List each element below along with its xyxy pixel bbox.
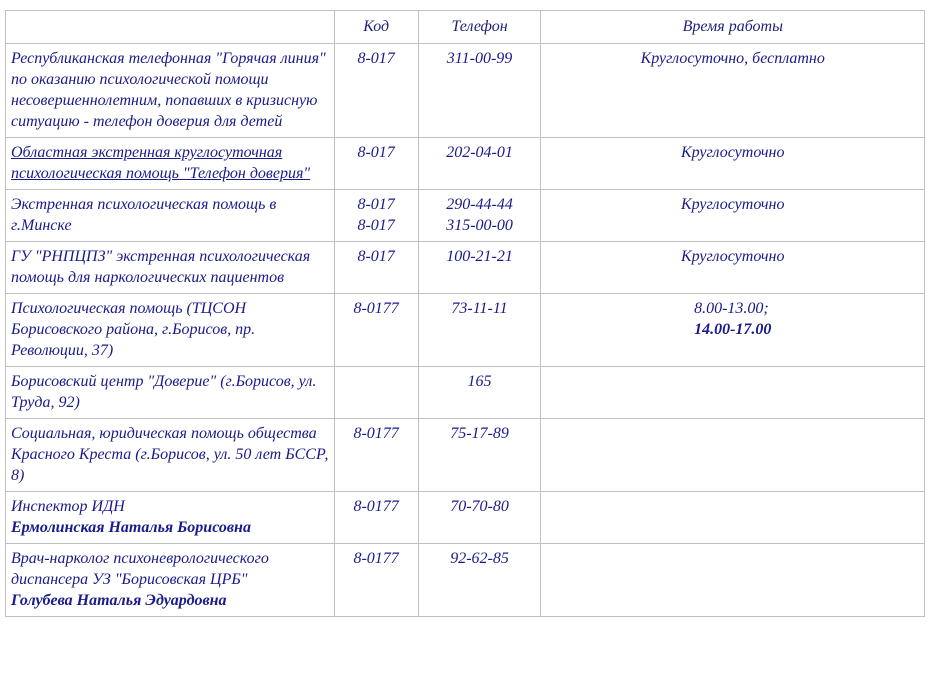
service-name: Республиканская телефонная "Горячая линия" по оказанию психологической помощи несовершеннолетним, попавших в кризисную ситуацию - телефон доверия для детей — [6, 44, 335, 138]
contact-person: Ермолинская Наталья Борисовна — [11, 519, 251, 536]
service-phone: 73-11-11 — [418, 294, 541, 367]
service-phone: 315-00-00 — [446, 217, 513, 234]
service-hours: Круглосуточно — [541, 138, 925, 190]
service-hours — [541, 492, 925, 544]
header-code: Код — [334, 11, 418, 44]
service-name: Экстренная психологическая помощь в г.Минске — [6, 190, 335, 242]
service-phone: 202-04-01 — [418, 138, 541, 190]
service-hours: Круглосуточно — [541, 190, 925, 242]
service-phone: 100-21-21 — [418, 242, 541, 294]
table-row — [6, 492, 925, 544]
service-phone: 70-70-80 — [418, 492, 541, 544]
hours-afternoon: 14.00-17.00 — [694, 321, 772, 338]
service-name: Психологическая помощь (ТЦСОН Борисовского района, г.Борисов, пр. Революции, 37) — [6, 294, 335, 367]
service-hours — [541, 544, 925, 617]
service-name: Социальная, юридическая помощь общества Красного Креста (г.Борисов, ул. 50 лет БССР, 8) — [6, 419, 335, 492]
service-hours — [541, 419, 925, 492]
service-phone-cell — [418, 190, 541, 242]
service-name-cell — [6, 544, 335, 617]
service-code: 8-017 — [334, 44, 418, 138]
service-name: Врач-нарколог психоневрологического диспансера УЗ "Борисовская ЦРБ" — [11, 550, 269, 588]
hours-split — [694, 298, 771, 340]
service-code: 8-017 — [357, 217, 395, 234]
contact-person: Голубева Наталья Эдуардовна — [11, 592, 227, 609]
helpline-table — [5, 10, 925, 617]
header-hours: Время работы — [541, 11, 925, 44]
table-row — [6, 44, 925, 138]
service-name-cell — [6, 492, 335, 544]
table-row — [6, 367, 925, 419]
service-code-cell — [334, 190, 418, 242]
hours-morning: 8.00-13.00; — [694, 300, 769, 317]
service-code: 8-0177 — [334, 544, 418, 617]
service-hours — [541, 367, 925, 419]
table-header-row — [6, 11, 925, 44]
service-hours: Круглосуточно — [541, 242, 925, 294]
service-phone: 311-00-99 — [418, 44, 541, 138]
table-row — [6, 242, 925, 294]
table-row — [6, 294, 925, 367]
header-name — [6, 11, 335, 44]
service-phone: 165 — [418, 367, 541, 419]
service-name: Инспектор ИДН — [11, 498, 125, 515]
header-phone: Телефон — [418, 11, 541, 44]
service-name-cell — [6, 138, 335, 190]
service-code: 8-0177 — [334, 294, 418, 367]
service-name: Борисовский центр "Доверие" (г.Борисов, ул. Труда, 92) — [6, 367, 335, 419]
service-code — [334, 367, 418, 419]
table-row — [6, 190, 925, 242]
service-hours: Круглосуточно, бесплатно — [541, 44, 925, 138]
service-name: ГУ "РНПЦПЗ" экстренная психологическая помощь для наркологических пациентов — [6, 242, 335, 294]
service-phone: 75-17-89 — [418, 419, 541, 492]
service-name-link[interactable]: Областная экстренная круглосуточная психологическая помощь "Телефон доверия" — [11, 144, 311, 182]
service-code: 8-0177 — [334, 419, 418, 492]
service-phone: 290-44-44 — [446, 196, 513, 213]
service-code: 8-017 — [334, 138, 418, 190]
service-phone: 92-62-85 — [418, 544, 541, 617]
service-hours-cell — [541, 294, 925, 367]
table-row — [6, 138, 925, 190]
service-code: 8-0177 — [334, 492, 418, 544]
service-code: 8-017 — [334, 242, 418, 294]
table-row — [6, 419, 925, 492]
service-code: 8-017 — [357, 196, 395, 213]
table-row — [6, 544, 925, 617]
